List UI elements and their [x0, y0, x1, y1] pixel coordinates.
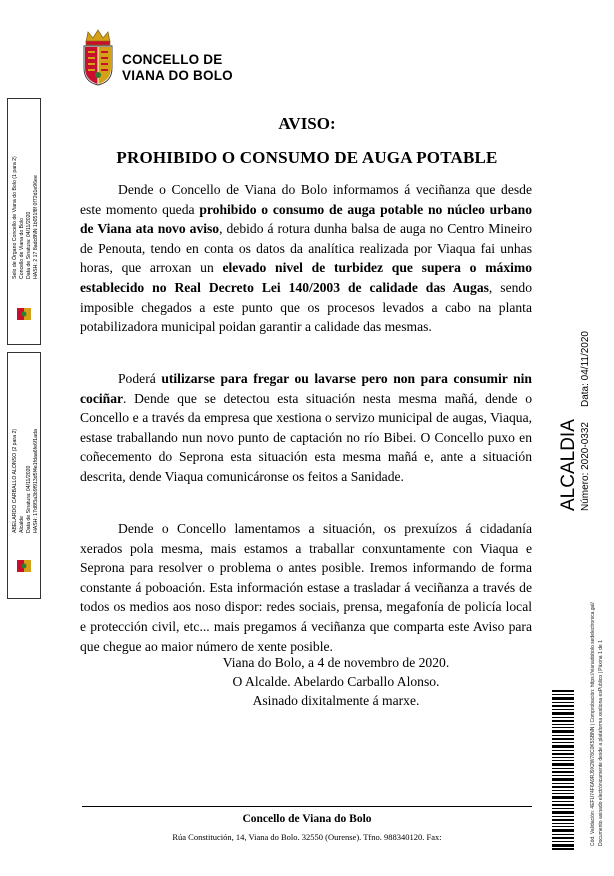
paragraph-2: [80, 369, 532, 487]
footer-divider: [82, 806, 532, 807]
logo-text: [122, 52, 233, 84]
stamp-line: Concello de Viana do Bolo: [19, 217, 25, 279]
document-subtitle: PROHIBIDO O CONSUMO DE AUGA POTABLE: [116, 148, 498, 167]
footer-org: Concello de Viana do Bolo: [242, 813, 372, 825]
p3-text: Dende o Concello lamentamos a situación, os prexuízos á cidadanía xerados pola mesma, mais estamos a traballar conxuntamente con Viaqua e Seprona para resolver o problema o antes posible. Iremos informando de forma constante á poboación. Esta información estase a trasladar á veciñanza a través de todos os medios aos noso dispor: redes sociais, prensa, megafonía de policía local e protección civil, etc... mais pregamos á veciñanza que comparta este Aviso para que chegue ao maior número de xente posible.: [80, 521, 532, 654]
signature-stamp-2: [7, 352, 41, 599]
signature-block: [80, 653, 532, 710]
validation-text: [580, 510, 610, 850]
p1-bold-b: prohibido o consumo de auga potable no núcleo urbano de Viana ata novo aviso: [80, 201, 532, 237]
p1-text-a: Dende o Concello de Viana do Bolo informamos á veciñanza que desde este momento queda: [80, 182, 532, 217]
stamp-line: Alcalde: [19, 515, 25, 533]
stamp-line: Selo de Órgano Concello de Viana do Bolo (1 para 2): [12, 156, 18, 279]
p2-text-a: Poderá: [118, 371, 162, 386]
validation-line: Documento asinado electrónicamente desde a plataforma xestiona esPublico | Páxina 1 de 1: [598, 640, 604, 846]
mini-crest-icon: [15, 307, 33, 321]
stamp-line: Data de Sinatura: 04/11/2020: [26, 465, 32, 533]
validation-line: Cód. Validación: 4EFU74F6A9RJ9X2W78C0K5SBNN | Comprobación: https://vianadobolo.sedelectronica.gal/: [590, 602, 596, 846]
registry-number: Número: 2020-0332: [580, 422, 591, 511]
department-label: ALCALDIA: [558, 419, 579, 511]
paragraph-3: [80, 519, 532, 656]
paragraph-1: [80, 180, 532, 337]
sign-note: Asinado dixitalmente á marxe.: [252, 693, 420, 708]
coat-of-arms-icon: [80, 28, 116, 86]
p1-text-e: , sendo imposible chegados a este punto que os procesos levados a cabo na planta potabilizadora municipal poidan garantir a calidade das mesmas.: [80, 279, 532, 335]
logo-line2: VIANA DO BOLO: [122, 68, 233, 83]
stamp-text: [10, 357, 38, 537]
p2-text-c: . Dende que se detectou esta situación nesta mesma mañá, dende o Concello e a través da empresa que xestiona o servizo municipal de augas, Viaqua, estase traballando nun novo punto de captación no río Bibei. O Concello puxo en coñecemento do Seprona esta situación esta mesma mañá e, ante a situación descrita, dende Viaqua comunicáronse os feitos a Sanidade.: [80, 390, 532, 484]
stamp-line: Data de Sinatura: 04/11/2020: [26, 211, 32, 279]
registry-stamp: [556, 331, 606, 515]
p1-bold-d: elevado nivel de turbidez que supera o máximo establecido no Real Decreto Lei 140/2003 de calidade das Augas: [80, 260, 533, 295]
barcode-icon: [552, 690, 574, 850]
p2-bold-b: utilizarse para fregar ou lavarse pero non para consumir nin cociñar: [80, 371, 532, 406]
mini-crest-icon: [15, 559, 33, 573]
stamp-line: HASH: 17d8f3a3b9f913d5f4e1fdaa6fe6f1ada: [33, 429, 39, 533]
p1-text-c: , debido á rotura dunha balsa de auga no Centro Mineiro de Penouta, tendo en conta os datos da analítica realizada por Viaqua fai unhas horas, que arroxan un: [80, 221, 532, 276]
sign-name: O Alcalde. Abelardo Carballo Alonso.: [232, 674, 440, 689]
sign-place-date: Viana do Bolo, a 4 de novembro de 2020.: [222, 655, 450, 670]
registry-date: Data: 04/11/2020: [580, 331, 591, 407]
logo-line1: CONCELLO DE: [122, 52, 223, 67]
stamp-line: HASH: 2 17 8adc8NN 1b051f8f 0f72d1e96ee: [33, 175, 39, 279]
municipal-logo: [80, 28, 240, 90]
signature-stamp-1: [7, 98, 41, 345]
stamp-line: ABELARDO CARBALLO ALONSO (2 para 2): [12, 428, 18, 533]
document-title: AVISO:: [278, 114, 336, 133]
footer-address: Rúa Constitución, 14, Viana do Bolo. 32550 (Ourense). Tfno. 988340120. Fax:: [172, 832, 442, 842]
